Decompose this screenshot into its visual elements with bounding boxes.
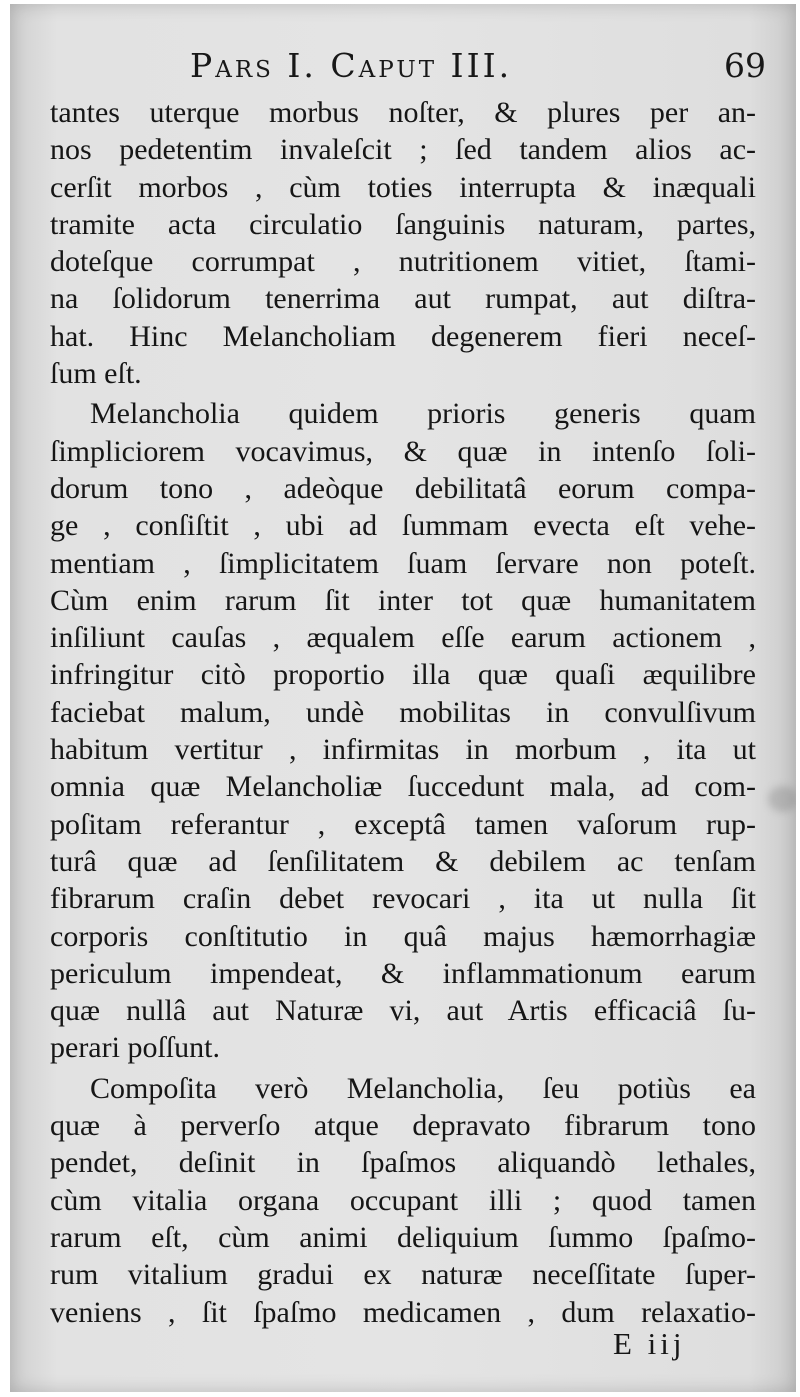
text-line: ge , conſiſtit , ubi ad ſummam evecta eſt vehe- xyxy=(50,509,756,543)
text-line: veniens , ſit ſpaſmo medicamen , dum relaxatio- xyxy=(50,1295,756,1329)
text-line: omnia quæ Melancholiæ ſuccedunt mala, ad com- xyxy=(50,770,756,804)
text-line: rum vitalium gradui ex naturæ neceſſitate ſuper- xyxy=(50,1258,756,1292)
text-line: habitum vertitur , infirmitas in morbum , ita ut xyxy=(50,733,756,767)
text-line: perari poſſunt. xyxy=(50,1031,220,1065)
paragraph xyxy=(50,395,756,1066)
text-line: cerſit morbos , cùm toties interrupta & inæquali xyxy=(50,170,756,204)
body-text xyxy=(50,94,756,1331)
text-line: Compoſita verò Melancholia, ſeu potiùs ea xyxy=(90,1071,756,1105)
book-page xyxy=(10,4,796,1392)
text-line: hat. Hinc Melancholiam degenerem fieri neceſ- xyxy=(50,319,756,353)
text-line: fibrarum craſin debet revocari , ita ut nulla ſit xyxy=(50,882,756,916)
signature-mark: E iij xyxy=(613,1326,686,1361)
text-line: rarum eſt, cùm animi deliquium ſummo ſpaſmo- xyxy=(50,1220,756,1254)
paragraph xyxy=(50,94,756,392)
text-line: infringitur citò proportio illa quæ quaſi æquilibre xyxy=(50,658,756,692)
text-line: mentiam , ſimplicitatem ſuam ſervare non poteſt. xyxy=(50,546,756,580)
text-line: na ſolidorum tenerrima aut rumpat, aut diſtra- xyxy=(50,282,756,316)
paragraph xyxy=(50,1070,756,1331)
running-title: Pars I. Caput III. xyxy=(190,46,513,85)
text-line: turâ quæ ad ſenſilitatem & debilem ac tenſam xyxy=(50,844,756,878)
text-line: poſitam referantur , exceptâ tamen vaſorum rup- xyxy=(50,807,756,841)
text-line: tantes uterque morbus noſter, & plures per an- xyxy=(50,96,756,129)
page-number: 69 xyxy=(724,46,766,85)
text-line: pendet, deſinit in ſpaſmos aliquandò lethales, xyxy=(50,1146,756,1180)
text-line: cùm vitalia organa occupant illi ; quod tamen xyxy=(50,1183,756,1217)
text-line: tramite acta circulatio ſanguinis naturam, partes, xyxy=(50,207,756,241)
text-line: quæ à perverſo atque depravato fibrarum tono xyxy=(50,1109,756,1143)
text-line: doteſque corrumpat , nutritionem vitiet, ſtami- xyxy=(50,245,756,279)
text-line: Melancholia quidem prioris generis quam xyxy=(90,397,756,431)
text-line: corporis conſtitutio in quâ majus hæmorrhagiæ xyxy=(50,919,756,953)
text-line: dorum tono , adeòque debilitatâ eorum compa- xyxy=(50,471,756,505)
text-line: faciebat malum, undè mobilitas in convulſivum xyxy=(50,695,756,729)
page-header xyxy=(190,46,770,92)
text-line: quæ nullâ aut Naturæ vi, aut Artis efficaciâ ſu- xyxy=(50,994,756,1028)
text-line: ſum eſt. xyxy=(50,357,142,391)
text-line: inſiliunt cauſas , æqualem eſſe earum actionem , xyxy=(50,621,756,655)
text-line: periculum impendeat, & inflammationum earum xyxy=(50,956,756,990)
text-line: nos pedetentim invaleſcit ; ſed tandem alios ac- xyxy=(50,133,756,167)
text-line: Cùm enim rarum ſit inter tot quæ humanitatem xyxy=(50,583,756,617)
page-stain xyxy=(768,786,796,812)
text-line: ſimpliciorem vocavimus, & quæ in intenſo ſoli- xyxy=(50,434,756,468)
